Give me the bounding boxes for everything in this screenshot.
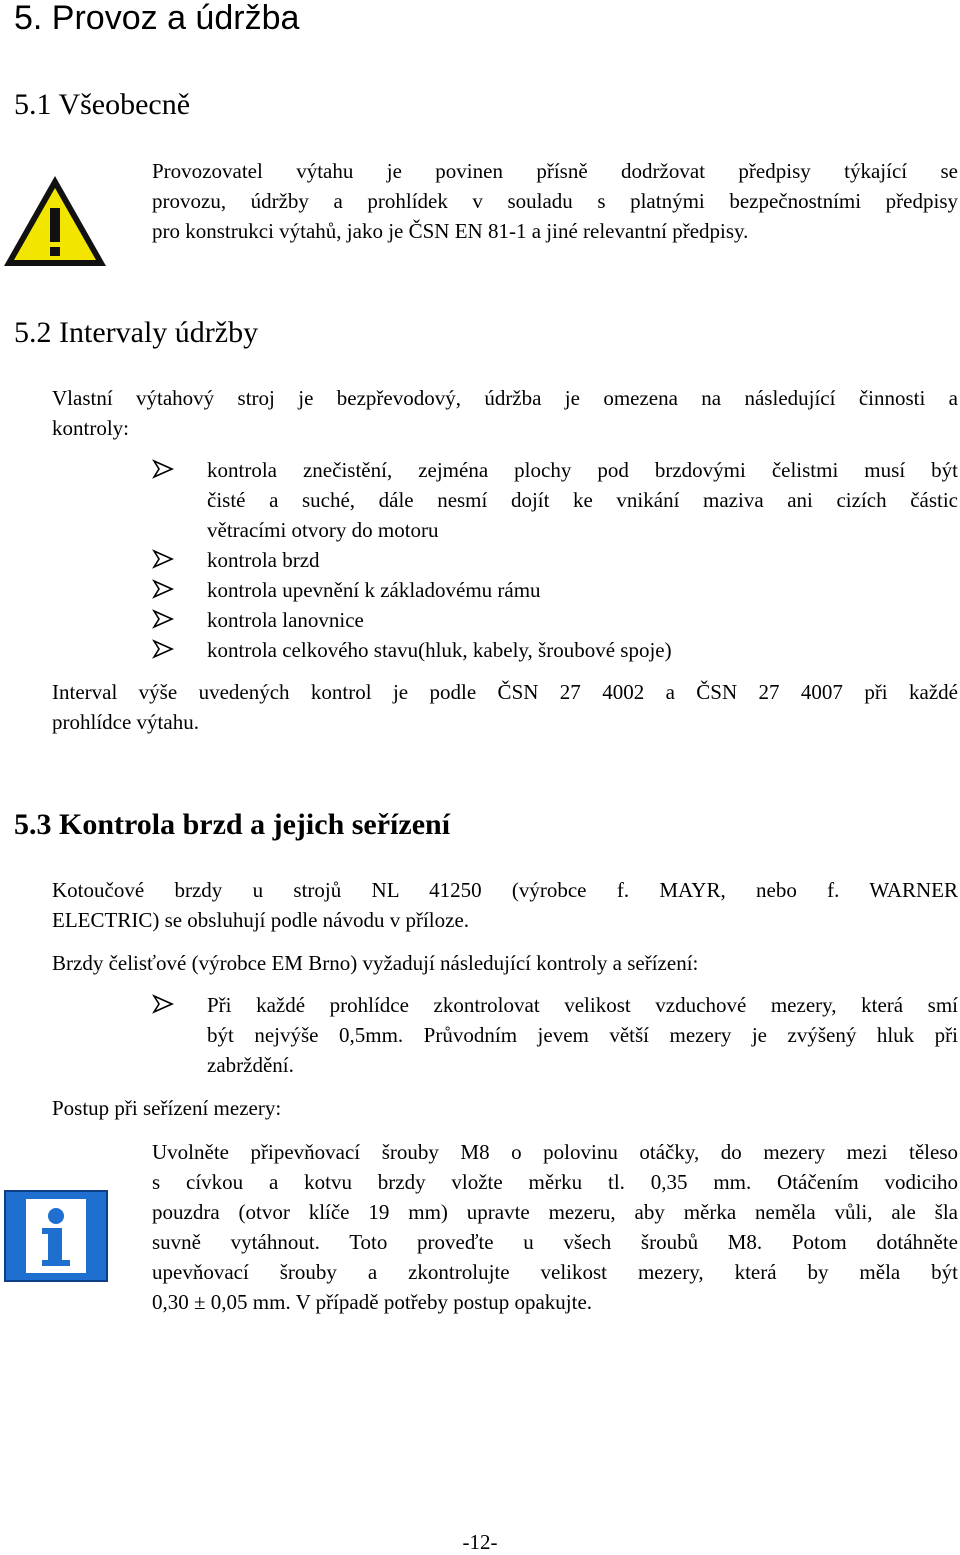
text-line: kontrola brzd xyxy=(207,548,320,572)
maintenance-bullet-list xyxy=(152,455,958,665)
text-line: kontrola lanovnice xyxy=(207,608,364,632)
disc-brake-paragraph xyxy=(52,875,958,935)
section-title-5-3: 5.3 Kontrola brzd a jejich seřízení xyxy=(14,808,451,841)
text-line: Kotoučové brzdy u strojů NL 41250 (výrobce f. MAYR, nebo f. WARNER xyxy=(52,878,958,902)
text-line: Interval výše uvedených kontrol je podle ČSN 27 4002 a ČSN 27 4007 při každé xyxy=(52,680,958,704)
maintenance-intro xyxy=(52,383,958,443)
text-line: větracími otvory do motoru xyxy=(207,518,439,542)
section-title-5-2: 5.2 Intervaly údržby xyxy=(14,316,259,349)
text-line: kontrola celkového stavu(hluk, kabely, šroubové spoje) xyxy=(207,638,672,662)
list-item xyxy=(152,605,958,635)
general-paragraph xyxy=(152,156,958,246)
text-line: Provozovatel výtahu je povinen přísně dodržovat předpisy týkající se xyxy=(152,159,958,183)
text-line: pro konstrukci výtahů, jako je ČSN EN 81-1 a jiné relevantní předpisy. xyxy=(152,219,749,243)
text-line: Uvolněte připevňovací šrouby M8 o polovinu otáčky, do mezery mezi těleso xyxy=(152,1140,958,1164)
text-line: Při každé prohlídce zkontrolovat velikost vzduchové mezery, která smí xyxy=(207,993,958,1017)
text-line: pouzdra (otvor klíče 19 mm) upravte mezeru, aby měrka neměla vůli, ale šla xyxy=(152,1200,958,1224)
section-title-5-1: 5.1 Všeobecně xyxy=(14,88,191,121)
chapter-title: 5. Provoz a údržba xyxy=(14,0,300,37)
text-line: Brzdy čelisťové (výrobce EM Brno) vyžadují následující kontroly a seřízení: xyxy=(52,951,699,975)
text-line: provozu, údržby a prohlídek v souladu s platnými bezpečnostními předpisy xyxy=(152,189,958,213)
list-item xyxy=(152,545,958,575)
arrow-bullet-icon xyxy=(152,579,174,599)
text-line: upevňovací šrouby a zkontrolujte velikost mezery, která by měla být xyxy=(152,1260,958,1284)
list-item xyxy=(152,635,958,665)
text-line: s cívkou a kotvu brzdy vložte měrku tl. 0,35 mm. Otáčením vodiciho xyxy=(152,1170,958,1194)
text-line: 0,30 ± 0,05 mm. V případě potřeby postup opakujte. xyxy=(152,1290,593,1314)
text-line: Postup při seřízení mezery: xyxy=(52,1096,282,1120)
list-item xyxy=(152,455,958,545)
info-icon xyxy=(4,1190,108,1282)
arrow-bullet-icon xyxy=(152,639,174,659)
page-number: -12- xyxy=(462,1530,498,1554)
text-line: kontrola znečistění, zejména plochy pod brzdovými čelistmi musí být xyxy=(207,458,958,482)
text-line: kontroly: xyxy=(52,416,129,440)
text-line: Vlastní výtahový stroj je bezpřevodový, údržba je omezena na následující činnosti a xyxy=(52,386,958,410)
shoe-brake-paragraph xyxy=(52,948,958,978)
arrow-bullet-icon xyxy=(152,994,174,1014)
procedure-paragraph xyxy=(152,1137,958,1317)
arrow-bullet-icon xyxy=(152,549,174,569)
brake-check-list-item xyxy=(152,990,958,1080)
procedure-label xyxy=(52,1093,958,1123)
text-line: ELECTRIC) se obsluhují podle návodu v příloze. xyxy=(52,908,470,932)
arrow-bullet-icon xyxy=(152,459,174,479)
warning-triangle-icon xyxy=(0,172,110,270)
text-line: čisté a suché, dále nesmí dojít ke vnikání maziva ani cizích částic xyxy=(207,488,958,512)
text-line: zabrždění. xyxy=(207,1053,294,1077)
text-line: být nejvýše 0,5mm. Průvodním jevem větší mezery je zvýšený hluk při xyxy=(207,1023,958,1047)
list-item xyxy=(152,575,958,605)
text-line: suvně vytáhnout. Toto proveďte u všech šroubů M8. Potom dotáhněte xyxy=(152,1230,958,1254)
text-line: kontrola upevnění k základovému rámu xyxy=(207,578,541,602)
interval-paragraph xyxy=(52,677,958,737)
arrow-bullet-icon xyxy=(152,609,174,629)
text-line: prohlídce výtahu. xyxy=(52,710,199,734)
